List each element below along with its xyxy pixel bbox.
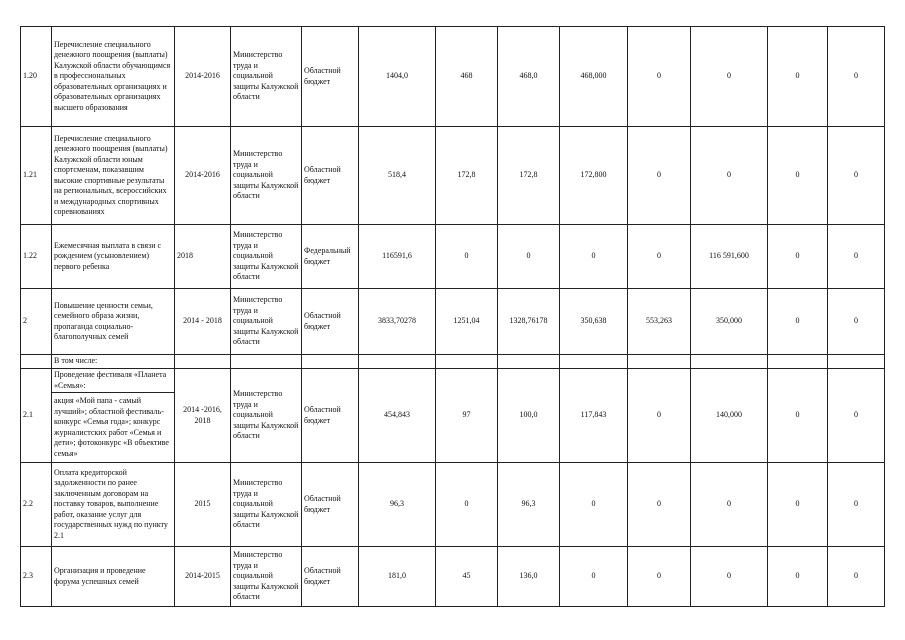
value-2019: 0: [768, 27, 828, 127]
value-2015: 0: [498, 225, 560, 289]
value-2018: 0: [691, 27, 768, 127]
value-2016: 350,638: [560, 289, 628, 355]
row-executor: Министерство труда и социальной защиты Калужской области: [231, 463, 302, 547]
row-period: 2018: [175, 225, 231, 289]
value-2018: 0: [691, 547, 768, 607]
value-total: 181,0: [359, 547, 436, 607]
row-source: Областной бюджет: [302, 289, 359, 355]
row-number: 2.3: [21, 547, 52, 607]
value-2014: 97: [436, 369, 498, 463]
value-2016: 0: [560, 463, 628, 547]
row-name: акция «Мой папа - самый лучший»; областной фестиваль-конкурс «Семья года»; конкурс журналистских работ «Семья и дети»; фотоконкурс «В объективе семья»: [52, 393, 175, 463]
value-2017: 0: [628, 127, 691, 225]
value-2017: 553,263: [628, 289, 691, 355]
value-2019: 0: [768, 127, 828, 225]
value-2020: 0: [828, 225, 885, 289]
row-period: 2014-2015: [175, 547, 231, 607]
row-period: 2014 -2016, 2018: [175, 369, 231, 463]
row-executor: Министерство труда и социальной защиты Калужской области: [231, 369, 302, 463]
value-2015: 100,0: [498, 369, 560, 463]
value-2014: 0: [436, 463, 498, 547]
row-source: Областной бюджет: [302, 547, 359, 607]
table-row: [21, 225, 885, 289]
value-total: 116591,6: [359, 225, 436, 289]
value-2015: 1328,76178: [498, 289, 560, 355]
row-number: 1.21: [21, 127, 52, 225]
program-table: [20, 26, 885, 607]
value-2014: 468: [436, 27, 498, 127]
row-number: 2.1: [21, 369, 52, 463]
value-2015: 468,0: [498, 27, 560, 127]
row-number: [21, 355, 52, 369]
row-executor: Министерство труда и социальной защиты Калужской области: [231, 289, 302, 355]
value-2020: 0: [828, 289, 885, 355]
value-2018: 350,000: [691, 289, 768, 355]
row-number: 1.22: [21, 225, 52, 289]
row-source: Областной бюджет: [302, 27, 359, 127]
row-name: Повышение ценности семьи, семейного образа жизни, пропаганда социально-благополучных семей: [52, 289, 175, 355]
row-name: Оплата кредиторской задолженности по ранее заключенным договорам на поставку товаров, выполнение работ, оказание услуг для государственных нужд по пункту 2.1: [52, 463, 175, 547]
row-period: 2014-2016: [175, 27, 231, 127]
row-number: 1.20: [21, 27, 52, 127]
value-total: 3833,70278: [359, 289, 436, 355]
value-2017: 0: [628, 547, 691, 607]
row-source: Областной бюджет: [302, 463, 359, 547]
value-2018: 140,000: [691, 369, 768, 463]
value-2018: 0: [691, 127, 768, 225]
value-2014: 45: [436, 547, 498, 607]
row-source: Областной бюджет: [302, 369, 359, 463]
row-period: 2015: [175, 463, 231, 547]
row-name: Перечисление специального денежного поощрения (выплаты) Калужской области юным спортсменам, показавшим высокие спортивные результаты на региональных, всероссийских и международных спортивных соревнованиях: [52, 127, 175, 225]
value-total: 518,4: [359, 127, 436, 225]
value-2016: 0: [560, 547, 628, 607]
value-2020: 0: [828, 463, 885, 547]
value-2016: 172,800: [560, 127, 628, 225]
table-row: [21, 547, 885, 607]
value-2018: 0: [691, 463, 768, 547]
value-2014: 1251,04: [436, 289, 498, 355]
row-executor: Министерство труда и социальной защиты Калужской области: [231, 27, 302, 127]
value-total: 1404,0: [359, 27, 436, 127]
value-2014: 0: [436, 225, 498, 289]
value-2015: 172,8: [498, 127, 560, 225]
value-2015: 96,3: [498, 463, 560, 547]
row-source: Областной бюджет: [302, 127, 359, 225]
including-label: В том числе:: [52, 355, 175, 369]
value-total: 96,3: [359, 463, 436, 547]
value-2020: 0: [828, 127, 885, 225]
value-2019: 0: [768, 289, 828, 355]
value-2020: 0: [828, 369, 885, 463]
value-2020: 0: [828, 547, 885, 607]
row-executor: Министерство труда и социальной защиты Калужской области: [231, 547, 302, 607]
value-total: 454,843: [359, 369, 436, 463]
table-row: [21, 289, 885, 355]
row-period: 2014-2016: [175, 127, 231, 225]
value-2019: 0: [768, 369, 828, 463]
table-row: [21, 27, 885, 127]
row-number: 2.2: [21, 463, 52, 547]
value-2019: 0: [768, 463, 828, 547]
value-2015: 136,0: [498, 547, 560, 607]
value-2017: 0: [628, 369, 691, 463]
row-name: Ежемесячная выплата в связи с рождением (усыновлением) первого ребенка: [52, 225, 175, 289]
value-2017: 0: [628, 225, 691, 289]
value-2018: 116 591,600: [691, 225, 768, 289]
row-executor: Министерство труда и социальной защиты Калужской области: [231, 127, 302, 225]
value-2017: 0: [628, 463, 691, 547]
table-row: [21, 463, 885, 547]
value-2019: 0: [768, 225, 828, 289]
value-2016: 117,843: [560, 369, 628, 463]
row-name-heading: Проведение фестиваля «Планета «Семья»:: [52, 369, 175, 393]
value-2017: 0: [628, 27, 691, 127]
value-2016: 0: [560, 225, 628, 289]
value-2019: 0: [768, 547, 828, 607]
table-row: [21, 127, 885, 225]
row-executor: Министерство труда и социальной защиты Калужской области: [231, 225, 302, 289]
row-number: 2: [21, 289, 52, 355]
row-name: Перечисление специального денежного поощрения (выплаты) Калужской области обучающимся в профессиональных образовательных организациях и образовательных организациях высшего образования: [52, 27, 175, 127]
row-name: Организация и проведение форума успешных семей: [52, 547, 175, 607]
row-source: Федеральный бюджет: [302, 225, 359, 289]
table-row: [21, 369, 885, 393]
value-2016: 468,000: [560, 27, 628, 127]
value-2020: 0: [828, 27, 885, 127]
row-period: 2014 - 2018: [175, 289, 231, 355]
value-2014: 172,8: [436, 127, 498, 225]
table-row: [21, 355, 885, 369]
